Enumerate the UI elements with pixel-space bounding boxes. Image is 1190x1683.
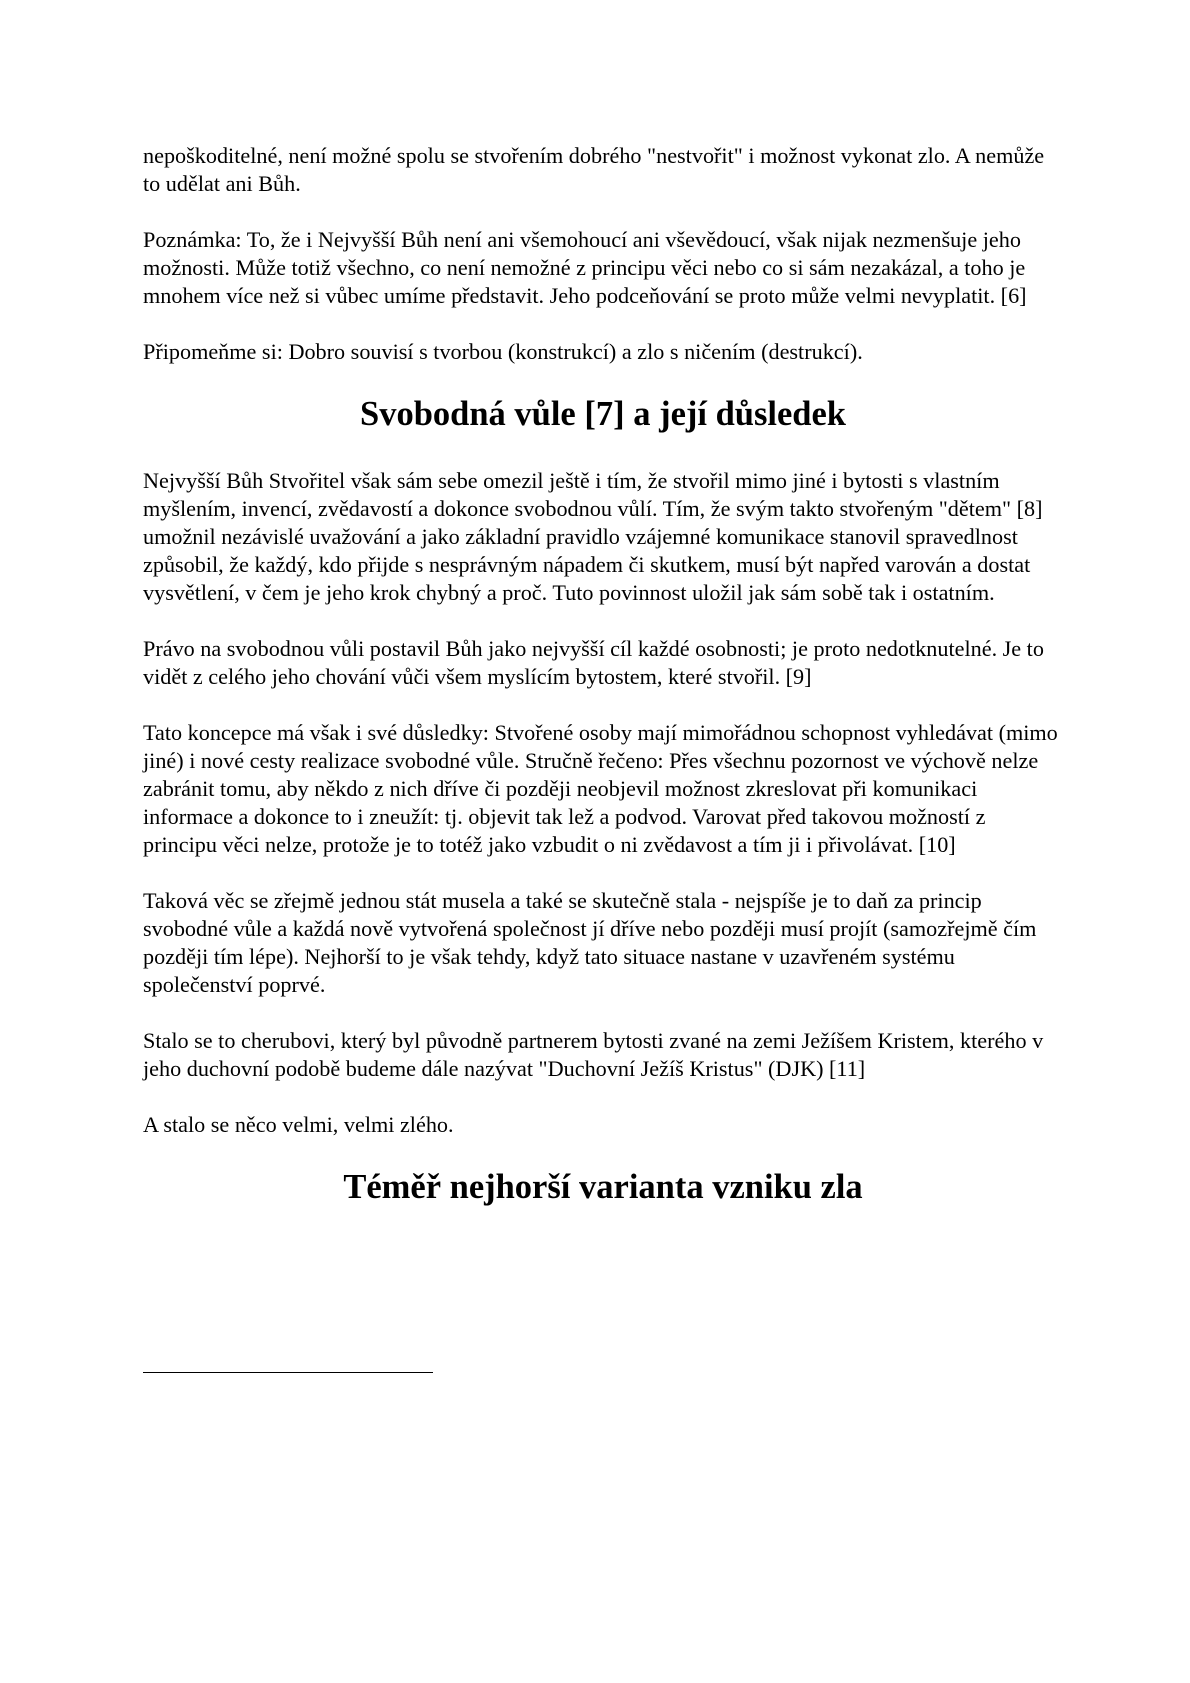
paragraph: Taková věc se zřejmě jednou stát musela a také se skutečně stala - nejspíše je to daň za princip svobodné vůle a každá nově vytvořená společnost jí dříve nebo později musí projít (samozřejmě čím později tím lépe). Nejhorší to je však tehdy, když tato situace nastane v uzavřeném systému společenství poprvé. [143, 888, 1037, 997]
paragraph: Nejvyšší Bůh Stvořitel však sám sebe omezil ještě i tím, že stvořil mimo jiné i bytosti s vlastním myšlením, invencí, zvědavostí a dokonce svobodnou vůlí. Tím, že svým takto stvořeným "dětem" [8] umožnil nezávislé uvažování a jako základní pravidlo vzájemné komunikace stanovil spravedlnost způsobil, že každý, kdo přijde s nesprávným nápadem či skutkem, musí být napřed varován a dostat vysvětlení, v čem je jeho krok chybný a proč. Tuto povinnost uložil jak sám sobě tak i ostatním. [143, 468, 1043, 605]
footnote-separator [143, 1372, 433, 1373]
section-heading: Téměř nejhorší varianta vzniku zla [343, 1168, 863, 1206]
paragraph: A stalo se něco velmi, velmi zlého. [143, 1112, 454, 1137]
document-body [143, 142, 1063, 1207]
paragraph: Stalo se to cherubovi, který byl původně partnerem bytosti zvané na zemi Ježíšem Kristem, kterého v jeho duchovní podobě budeme dále nazývat "Duchovní Ježíš Kristus" (DJK) [11] [143, 1028, 1044, 1081]
paragraph: Připomeňme si: Dobro souvisí s tvorbou (konstrukcí) a zlo s ničením (destrukcí). [143, 339, 863, 364]
section-heading: Svobodná vůle [7] a její důsledek [360, 395, 846, 433]
paragraph: Tato koncepce má však i své důsledky: Stvořené osoby mají mimořádnou schopnost vyhledávat (mimo jiné) i nové cesty realizace svobodné vůle. Stručně řečeno: Přes všechnu pozornost ve výchově nelze zabránit tomu, aby někdo z nich dříve či později neobjevil možnost zkreslovat při komunikaci informace a dokonce to i zneužít: tj. objevit tak lež a podvod. Varovat před takovou možností z principu věci nelze, protože je to totéž jako vzbudit o ni zvědavost a tím ji i přivolávat. [10] [143, 720, 1058, 857]
paragraph: nepoškoditelné, není možné spolu se stvořením dobrého "nestvořit" i možnost vykonat zlo. A nemůže to udělat ani Bůh. [143, 143, 1045, 196]
paragraph: Právo na svobodnou vůli postavil Bůh jako nejvyšší cíl každé osobnosti; je proto nedotknutelné. Je to vidět z celého jeho chování vůči všem myslícím bytostem, které stvořil. [9] [143, 636, 1044, 689]
paragraph: Poznámka: To, že i Nejvyšší Bůh není ani všemohoucí ani vševědoucí, však nijak nezmenšuje jeho možnosti. Může totiž všechno, co není nemožné z principu věci nebo co si sám nezakázal, a toho je mnohem více než si vůbec umíme představit. Jeho podceňování se proto může velmi nevyplatit. [6] [143, 227, 1027, 308]
